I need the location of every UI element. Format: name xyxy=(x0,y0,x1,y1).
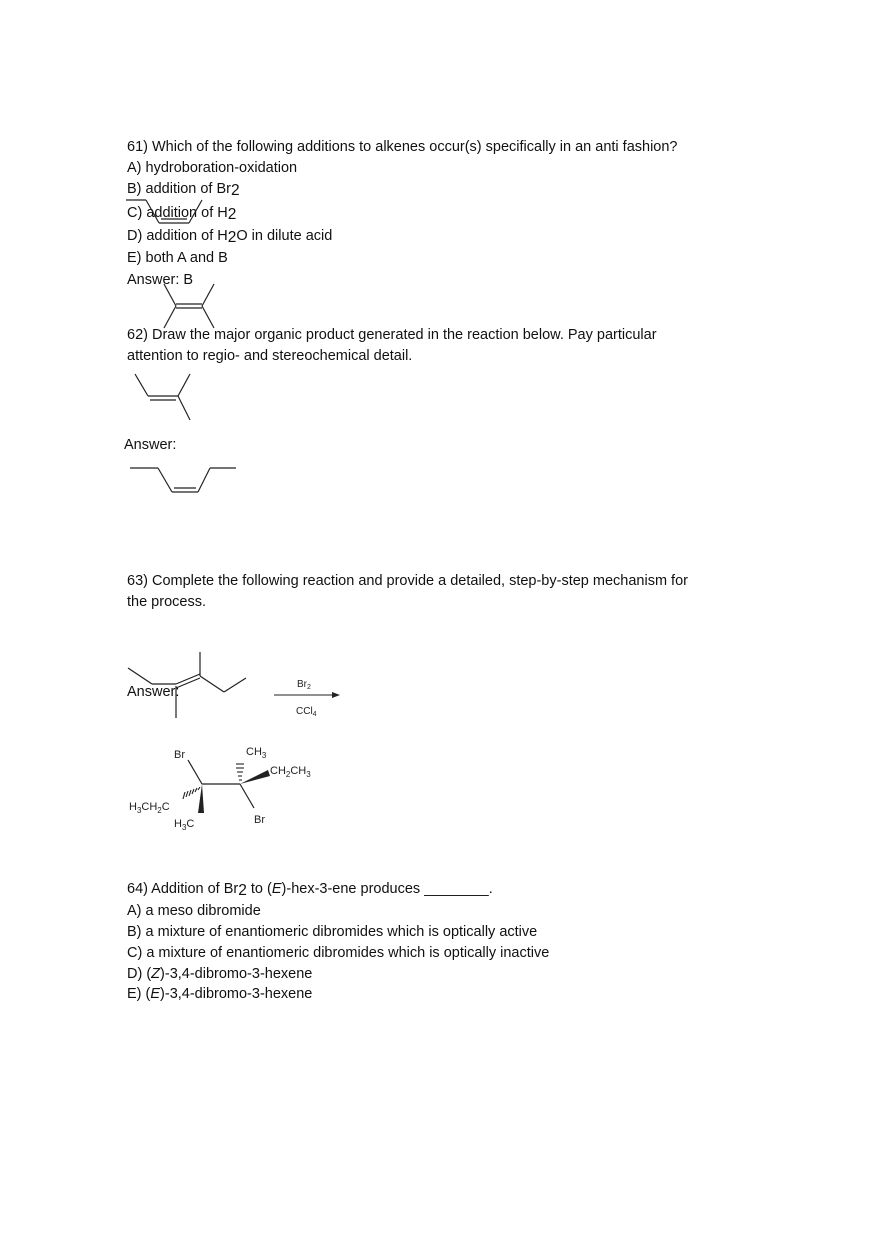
arrow-head-icon xyxy=(332,692,340,698)
q61-option-a: A) hydroboration-oxidation xyxy=(127,160,298,176)
q62-answer-structure xyxy=(130,462,240,496)
q61-option-c: C) addition of H2 xyxy=(127,205,237,223)
q61-option-d: D) addition of H2O in dilute acid xyxy=(127,228,333,246)
q61-question: 61) Which of the following additions to alkenes occur(s) specifically in an anti fashion? xyxy=(127,139,678,155)
q62-reactant-structure xyxy=(132,372,202,424)
q61-option-b: B) addition of Br2 xyxy=(127,181,240,199)
q63-reagent-top: $Br_2$ xyxy=(297,679,311,691)
q62-question-line2: attention to regio- and stereochemical detail. xyxy=(127,348,413,364)
q61-answer: Answer: B xyxy=(127,272,194,288)
product-br-top: Br xyxy=(174,749,185,761)
product-ch2ch3-right: $CH_2CH_3$ xyxy=(270,765,311,779)
q63-product-structure xyxy=(126,740,326,836)
product-h3ch2c-left: $H_3CH_2C$ xyxy=(129,801,170,815)
q62-question-line1: 62) Draw the major organic product generated in the reaction below. Pay particular xyxy=(127,327,657,343)
q64-option-d: D) (Z)-3,4-dibromo-3-hexene xyxy=(127,966,313,982)
q63-reagent-bottom: CCl$_4$ xyxy=(296,706,317,718)
product-h3c: $H_3C$ xyxy=(174,818,195,832)
q61-overlap-structure xyxy=(126,196,236,331)
q63-answer: Answer: xyxy=(127,684,180,700)
q62-answer: Answer: xyxy=(124,437,177,453)
product-br-bottom: Br xyxy=(254,814,265,826)
product-ch3-top: $CH_3$ xyxy=(246,746,267,760)
q64-question: 64) Addition of Br2 to (E)-hex-3-ene produces ________. xyxy=(127,881,493,899)
q64-option-e: E) (E)-3,4-dibromo-3-hexene xyxy=(127,986,313,1002)
q64-option-a: A) a meso dibromide xyxy=(127,903,261,919)
q63-reaction-arrow xyxy=(272,674,348,720)
q63-question-line1: 63) Complete the following reaction and provide a detailed, step-by-step mechanism for xyxy=(127,573,688,589)
q61-option-e: E) both A and B xyxy=(127,250,228,266)
q63-question-line2: the process. xyxy=(127,594,206,610)
q64-option-c: C) a mixture of enantiomeric dibromides which is optically inactive xyxy=(127,945,550,961)
q64-option-b: B) a mixture of enantiomeric dibromides which is optically active xyxy=(127,924,538,940)
